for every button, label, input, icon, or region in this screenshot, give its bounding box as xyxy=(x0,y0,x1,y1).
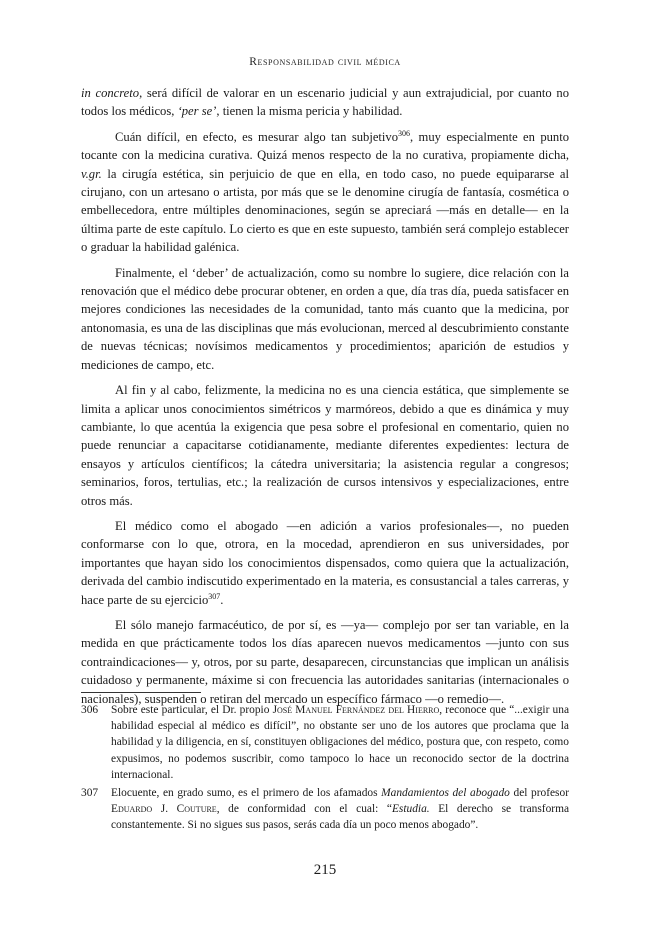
footnote-reference: 307 xyxy=(208,591,221,601)
text-run: del profesor xyxy=(509,787,569,800)
text-run: Elocuente, en grado sumo, es el primero de los afamados xyxy=(111,787,382,800)
text-run: , será difícil de valorar en un escenario judicial y aun extrajudicial, por cuanto no todos los médicos, xyxy=(81,86,569,119)
paragraph xyxy=(81,616,569,708)
text-run: , muy especialmente en punto tocante con la medicina curativa. Quizá menos respecto de la no curativa, propiamente dicha, xyxy=(81,129,570,163)
main-text xyxy=(81,84,569,715)
small-caps-name: José Manuel Fernández del Hierro xyxy=(272,704,440,716)
footnote-separator xyxy=(81,692,201,693)
text-run: , de conformidad con el cual: “ xyxy=(216,803,392,816)
text-run: El médico como el abogado —en adición a varios profesionales—, no pueden conformarse con lo que, otrora, en la mocedad, aprendieron en sus universidades, por importantes que hayan sido los conocimientos dispensados, como quiera que la actualización, derivada del cambio indiscutido experimentado en la materia, es consustancial a tales carreras, y hace parte de su ejercicio xyxy=(81,518,569,607)
italic-run: ‘per se’ xyxy=(177,104,217,119)
footnote xyxy=(81,702,569,783)
italic-run: v.gr. xyxy=(81,166,102,181)
text-run: El derecho se transforma constantemente. Si no sigues sus pasos, serás cada día un poco menos abogado”. xyxy=(111,803,569,832)
footnote-number: 306 xyxy=(81,704,99,716)
footnotes xyxy=(81,702,569,836)
running-head: Responsabilidad civil médica xyxy=(249,56,401,68)
text-run: . xyxy=(220,592,224,607)
italic-run: Mandamientos del abogado xyxy=(381,787,510,800)
footnote-reference: 306 xyxy=(398,128,411,138)
text-run: Al fin y al cabo, felizmente, la medicina no es una ciencia estática, que simplemente se limita a aplicar unos conocimientos simétricos y marmóreos, debido a que es dinámica y muy cambiante, lo que acentúa la exigencia que pesa sobre el profesional en comentario, quien no puede renunciar a capacitarse cotidianamente, mediante diferentes expedientes: lectura de ensayos y artículos científicos; la cátedra universitaria; la asistencia regular a congresos; seminarios, foros, tertulias, etc.; la realización de cursos intensivos y especializaciones, entre otros más. xyxy=(81,383,569,508)
paragraph xyxy=(81,128,569,257)
footnote-text xyxy=(111,702,569,783)
paragraph xyxy=(81,84,569,121)
page-number: 215 xyxy=(313,862,337,878)
italic-run: in concreto xyxy=(81,86,140,100)
paragraph xyxy=(81,517,569,609)
footnote xyxy=(81,785,569,834)
text-run: , tienen la misma pericia y habilidad. xyxy=(216,104,403,119)
text-run: El sólo manejo farmacéutico, de por sí, es —ya— complejo por ser tan variable, en la medida en que prácticamente todos los días aparecen nuevos medicamentos —junto con sus contraindicaciones— y, otros, por su parte, desaparecen, circunstancias que implican un análisis cuidadoso y permanente, máxime si con frecuencia las autoridades sanitarias (internacionales o nacionales), suspenden o retiran del mercado un específico fármaco —o remedio—. xyxy=(81,617,569,706)
text-run: Sobre este particular, el Dr. propio xyxy=(111,704,273,716)
small-caps-name: Eduardo J. Couture xyxy=(111,803,217,816)
text-run: Cuán difícil, en efecto, es mesurar algo tan subjetivo xyxy=(115,129,399,144)
italic-run: Estudia. xyxy=(391,803,430,816)
paragraph xyxy=(81,264,569,374)
footnote-number: 307 xyxy=(81,787,99,800)
footnote-text xyxy=(111,785,569,834)
text-run: la cirugía estética, sin perjuicio de que en ella, en todo caso, no puede equipararse al cirujano, con un artesano o artista, por más que se le denomine cirugía de fantasía, cosmética o embellecedora, entre múltiples denominaciones, según se apreciará —más en detalle— en la última parte de este capítulo. Lo cierto es que en este supuesto, también será complejo establecer o graduar la habilidad galénica. xyxy=(81,166,569,255)
text-run: Finalmente, el ‘deber’ de actualización, como su nombre lo sugiere, dice relación con la renovación que el médico debe procurar obtener, en orden a que, día tras día, pueda satisfacer en mejores condiciones las necesidades de la comunidad, tanto más cuanto que la medicina, por antonomasia, es una de las disciplinas que más evolucionan, merced al descubrimiento constante de nuevas técnicas; novísimos medicamentos y procedimientos; aparición de estudios y mediciones de campo, etc. xyxy=(81,265,569,372)
text-run: , reconoce que “...exigir una habilidad especial al médico es difícil”, no obstante ser uno de los autores que proclama que la habilidad y la diligencia, en sí, constituyen obligaciones del médico, postura que, con respeto, como expusimos, no podemos suscribir, como tampoco lo hace un reconocido sector de la doctrina internacional. xyxy=(111,704,569,781)
paragraph xyxy=(81,381,569,510)
